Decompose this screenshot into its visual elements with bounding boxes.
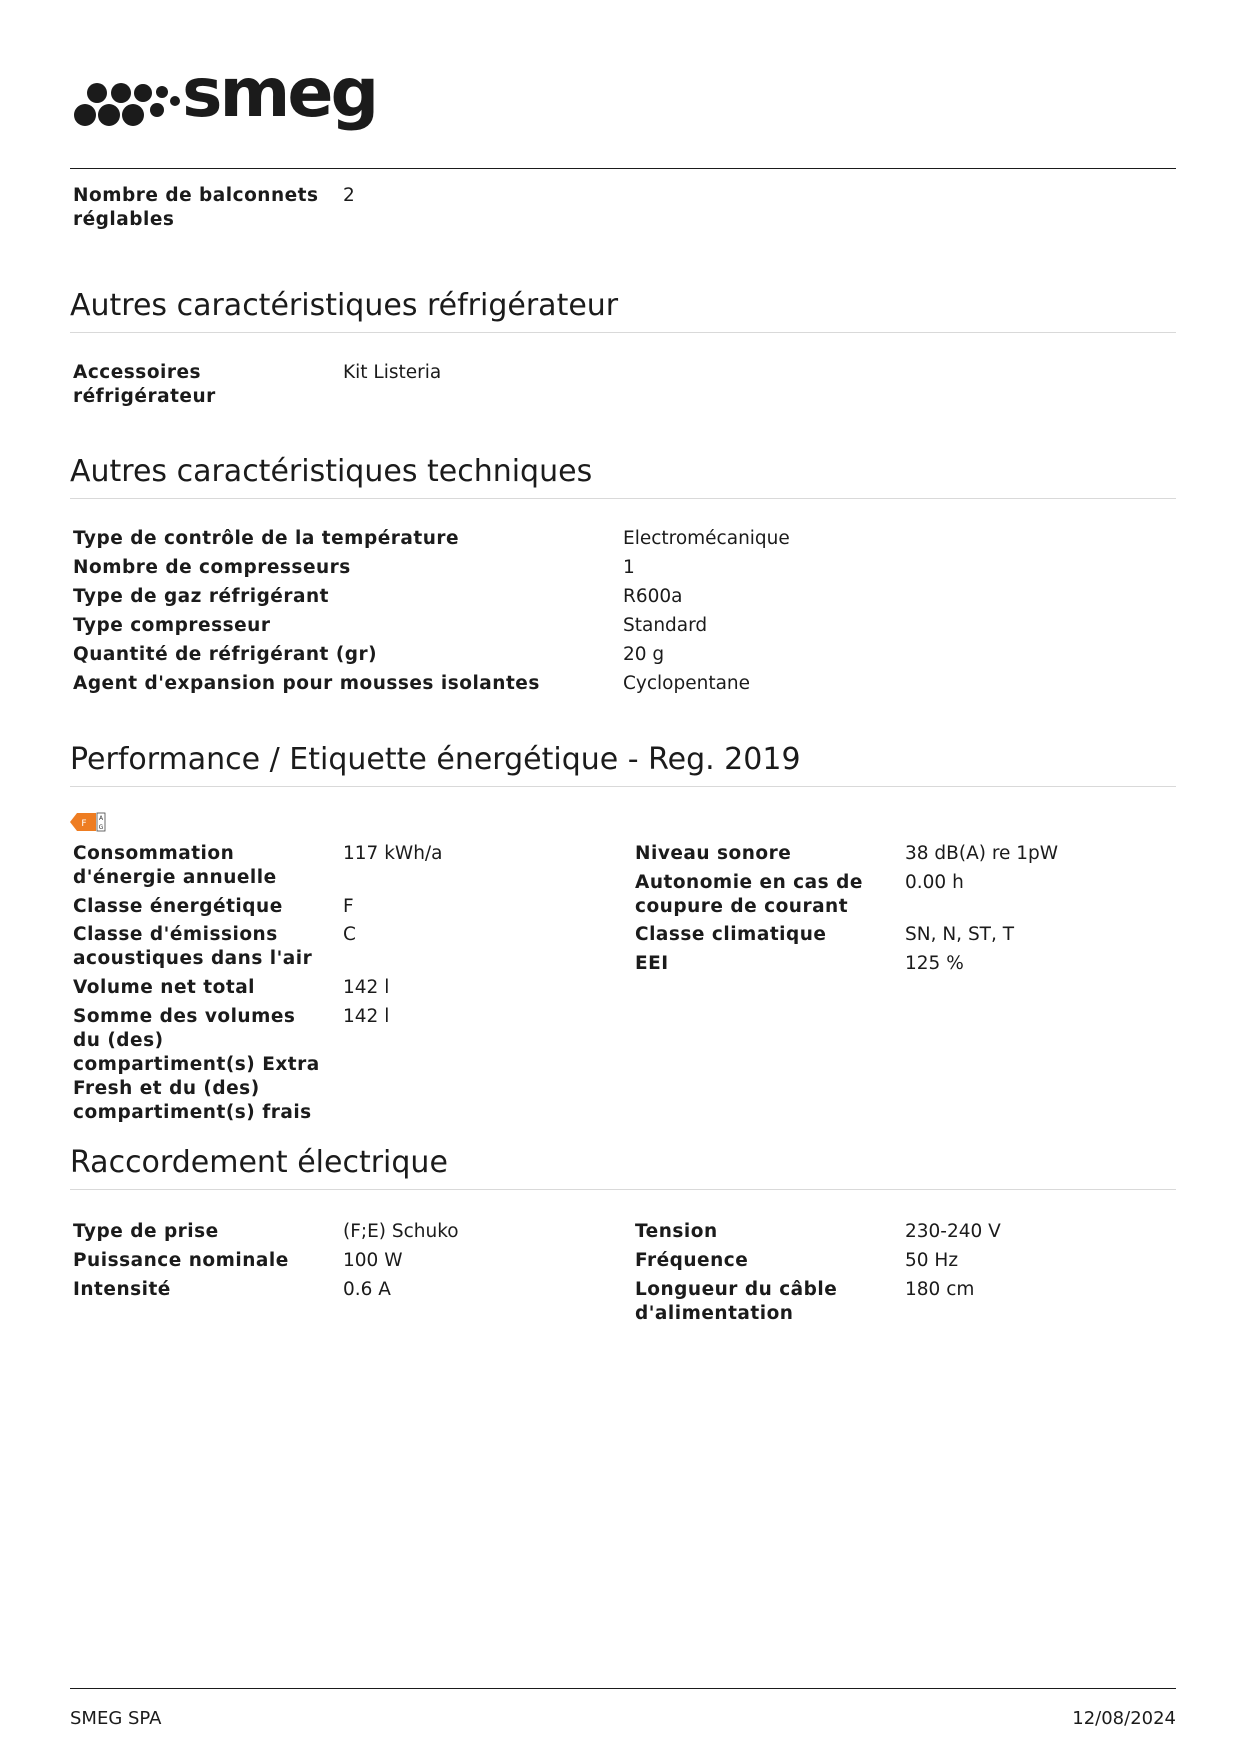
footer-divider — [70, 1688, 1176, 1689]
section-title-performance: Performance / Etiquette énergétique - Reg. 2019 — [70, 742, 801, 777]
logo-dots-icon — [74, 70, 184, 134]
section-title-electrique: Raccordement électrique — [70, 1145, 448, 1180]
energy-scale-bottom: G — [98, 824, 104, 831]
row-label: Quantité de réfrigérant (gr) — [73, 644, 378, 665]
row-value: 142 l — [343, 1006, 390, 1027]
header-divider — [70, 168, 1176, 169]
row-value: 1 — [623, 557, 635, 578]
row-value: Cyclopentane — [623, 673, 751, 694]
row-value: Kit Listeria — [343, 362, 442, 383]
row-value: Standard — [623, 615, 708, 636]
row-value: 38 dB(A) re 1pW — [905, 843, 1059, 864]
row-label: Type de contrôle de la température — [73, 528, 460, 549]
row-label: Volume net total — [73, 977, 256, 998]
row-label: Somme des volumes du (des) compartiment(s) Extra Fresh et du (des) compartiment(s) frais — [73, 1006, 320, 1123]
row-value: 20 g — [623, 644, 665, 665]
row-value: 180 cm — [905, 1279, 975, 1300]
row-label: Autonomie en cas de coupure de courant — [635, 872, 863, 917]
row-value: 230-240 V — [905, 1221, 1001, 1242]
energy-scale-top: A — [98, 815, 104, 822]
row-value: 142 l — [343, 977, 390, 998]
row-label: Agent d'expansion pour mousses isolantes — [73, 673, 540, 694]
row-value: 0.6 A — [343, 1279, 391, 1300]
row-value: 117 kWh/a — [343, 843, 443, 864]
row-label: Classe énergétique — [73, 896, 283, 917]
row-label: Niveau sonore — [635, 843, 792, 864]
row-label: Type de prise — [73, 1221, 219, 1242]
row-value: Electromécanique — [623, 528, 790, 549]
row-label: Classe d'émissions acoustiques dans l'air — [73, 924, 313, 969]
row-label: Longueur du câble d'alimentation — [635, 1279, 838, 1324]
row-label: Classe climatique — [635, 924, 827, 945]
row-value: 125 % — [905, 953, 964, 974]
row-label: EEI — [635, 953, 669, 974]
row-value: (F;E) Schuko — [343, 1221, 459, 1242]
section-title-techniques: Autres caractéristiques techniques — [70, 454, 593, 489]
row-label: Nombre de balconnets réglables — [73, 185, 319, 230]
section-divider — [70, 1189, 1176, 1190]
row-value: 2 — [343, 185, 355, 206]
section-title-refrigerateur: Autres caractéristiques réfrigérateur — [70, 288, 619, 323]
row-value: R600a — [623, 586, 683, 607]
row-label: Fréquence — [635, 1250, 749, 1271]
section-divider — [70, 786, 1176, 787]
energy-class-letter: F — [81, 819, 87, 829]
row-label: Type de gaz réfrigérant — [73, 586, 329, 607]
row-value: 0.00 h — [905, 872, 964, 893]
row-value: F — [343, 896, 354, 917]
logo-wordmark: smeg — [182, 54, 377, 133]
smeg-logo — [74, 54, 384, 134]
section-divider — [70, 332, 1176, 333]
row-value: C — [343, 924, 356, 945]
row-value: 100 W — [343, 1250, 403, 1271]
row-label: Puissance nominale — [73, 1250, 289, 1271]
row-value: SN, N, ST, T — [905, 924, 1015, 945]
row-label: Accessoires réfrigérateur — [73, 362, 216, 407]
footer-company: SMEG SPA — [70, 1708, 162, 1729]
row-label: Type compresseur — [73, 615, 271, 636]
row-value: 50 Hz — [905, 1250, 959, 1271]
energy-class-badge-icon — [70, 812, 106, 832]
row-label: Nombre de compresseurs — [73, 557, 351, 578]
row-label: Consommation d'énergie annuelle — [73, 843, 277, 888]
footer-date: 12/08/2024 — [1072, 1708, 1176, 1729]
section-divider — [70, 498, 1176, 499]
row-label: Tension — [635, 1221, 718, 1242]
row-label: Intensité — [73, 1279, 171, 1300]
